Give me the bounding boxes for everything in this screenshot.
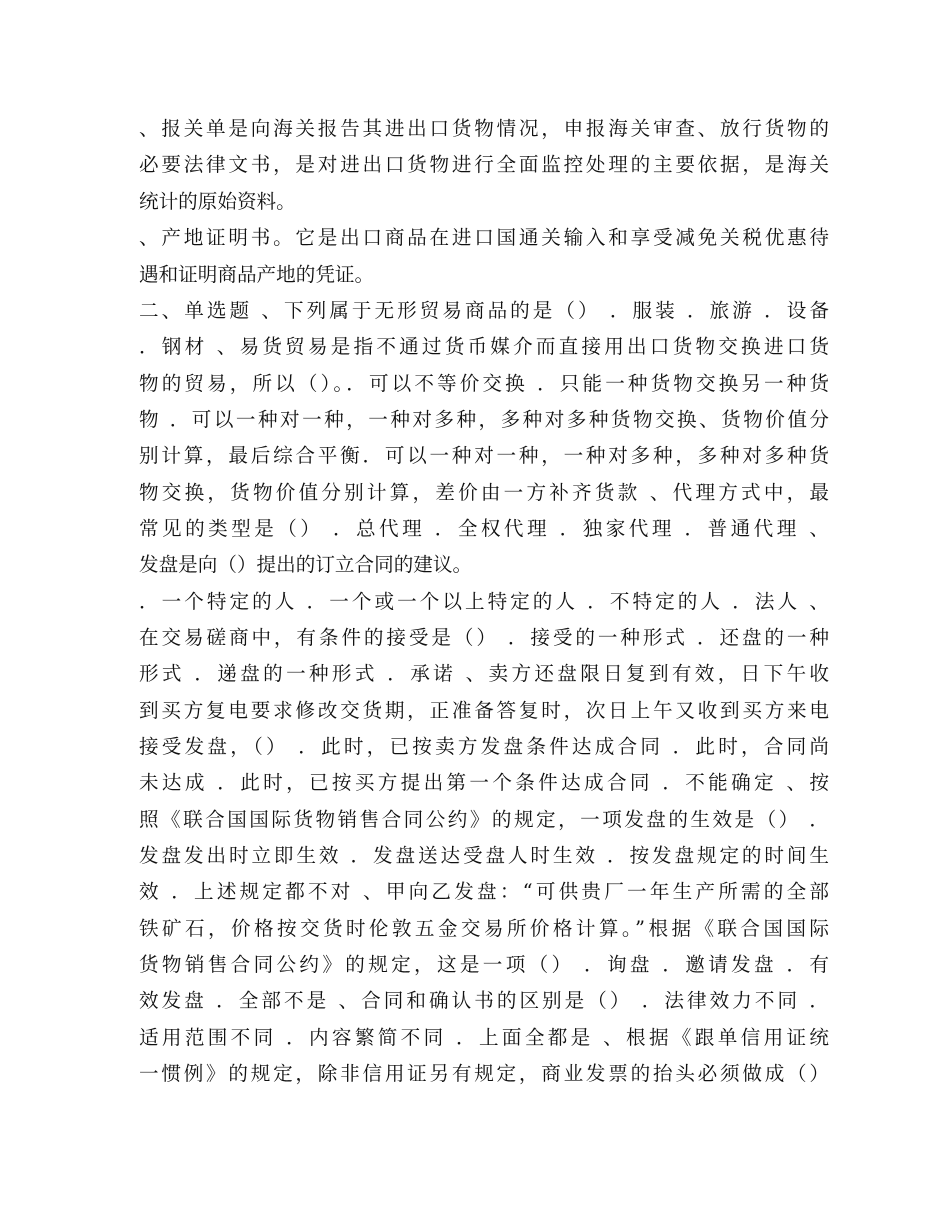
text-line: 必要法律文书，是对进出口货物进行全面监控处理的主要依据，是海关 <box>139 153 829 176</box>
text-line: 、产地证明书。它是出口商品在进口国通关输入和享受减免关税优惠待 <box>139 226 829 249</box>
text-line: 照《联合国国际货物销售合同公约》的规定，一项发盘的生效是（） ． <box>139 808 829 831</box>
text-line: 适用范围不同 ．内容繁简不同 ．上面全都是 、根据《跟单信用证统 <box>139 1026 829 1049</box>
text-line: 物的贸易，所以（）。．可以不等价交换 ．只能一种货物交换另一种货 <box>139 372 829 395</box>
text-line: 统计的原始资料。 <box>139 190 296 213</box>
text-line: 效 ．上述规定都不对 、甲向乙发盘：“可供贵厂一年生产所需的全部 <box>139 880 829 903</box>
text-line: 物 ．可以一种对一种，一种对多种，多种对多种货物交换、货物价值分 <box>139 408 829 431</box>
text-line: 别计算，最后综合平衡．可以一种对一种，一种对多种，多种对多种货 <box>139 444 829 467</box>
text-line: 物交换，货物价值分别计算，差价由一方补齐货款 、代理方式中，最 <box>139 481 829 504</box>
text-line: 一惯例》的规定，除非信用证另有规定，商业发票的抬头必须做成（） <box>139 1062 829 1085</box>
text-line: 在交易磋商中，有条件的接受是（） ．接受的一种形式 ．还盘的一种 <box>139 626 829 649</box>
text-line: 遇和证明商品产地的凭证。 <box>139 263 375 286</box>
text-line: 发盘发出时立即生效 ．发盘送达受盘人时生效 ．按发盘规定的时间生 <box>139 844 829 867</box>
text-line: 效发盘 ．全部不是 、合同和确认书的区别是（） ．法律效力不同 ． <box>139 989 829 1012</box>
text-line: 发盘是向（）提出的订立合同的建议。 <box>139 553 473 576</box>
text-line: ．一个特定的人 ．一个或一个以上特定的人 ．不特定的人 ．法人 、 <box>139 590 829 613</box>
text-line: 铁矿石，价格按交货时伦敦五金交易所价格计算。”根据《联合国国际 <box>139 917 829 940</box>
text-line: 货物销售合同公约》的规定，这是一项（） ．询盘 ．邀请发盘 ．有 <box>139 953 829 976</box>
text-line: 、报关单是向海关报告其进出口货物情况，申报海关审查、放行货物的 <box>139 117 829 140</box>
text-line: ．钢材 、易货贸易是指不通过货币媒介而直接用出口货物交换进口货 <box>139 335 829 358</box>
text-line: 形式 ．递盘的一种形式 ．承诺 、卖方还盘限日复到有效，日下午收 <box>139 662 829 685</box>
text-line: 未达成 ．此时，已按买方提出第一个条件达成合同 ．不能确定 、按 <box>139 771 829 794</box>
text-line: 常见的类型是（） ．总代理 ．全权代理 ．独家代理 ．普通代理 、 <box>139 517 829 540</box>
text-line: 接受发盘，（） ．此时，已按卖方发盘条件达成合同 ．此时，合同尚 <box>139 735 829 758</box>
text-line: 二、单选题 、下列属于无形贸易商品的是（） ．服装 ．旅游 ．设备 <box>139 299 829 322</box>
text-line: 到买方复电要求修改交货期，正准备答复时，次日上午又收到买方来电 <box>139 699 829 722</box>
